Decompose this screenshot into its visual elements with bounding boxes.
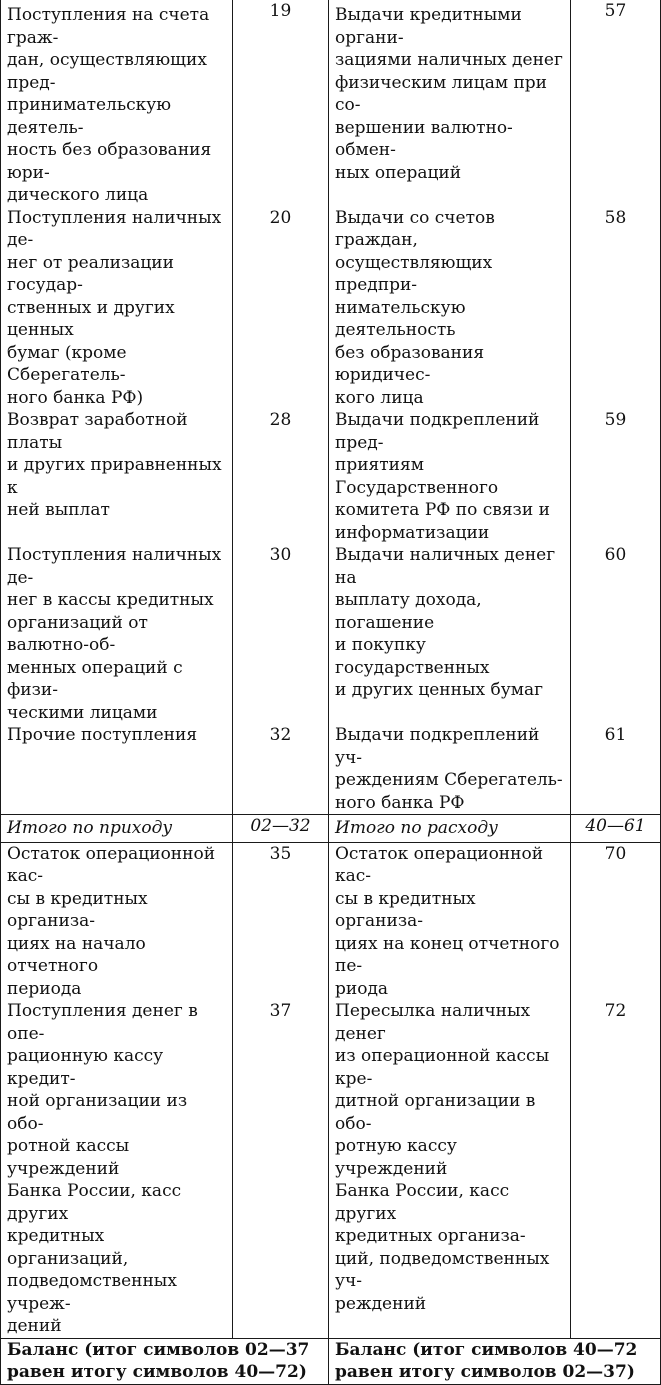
table-row [1, 544, 661, 724]
receipt-text: Прочие поступления [1, 724, 233, 815]
expense-text: Выдачи подкреплений уч- реждениям Сберегатель- ного банка РФ [329, 724, 571, 815]
receipt-code: 30 [233, 544, 329, 724]
balance-left-text: Поступления денег в опе- рационную кассу кредит- ной организации из обо- ротной кассы учреждений Банка России, касс других кредитных организаций, подведомственных учреж- дений [1, 1000, 233, 1338]
balance-left-label: Баланс (итог символов 02—37 равен итогу символов 40—72) [1, 1338, 329, 1384]
balance-left-code: 37 [233, 1000, 329, 1338]
receipt-text: Поступления на счета граж- дан, осуществляющих пред- принимательскую деятель- ность без образования юри- дического лица [1, 0, 233, 207]
balance-row [1, 1338, 661, 1384]
expense-code: 58 [571, 207, 661, 410]
expense-text: Выдачи со счетов граждан, осуществляющих предпри- нимательскую деятельность без образования юридичес- кого лица [329, 207, 571, 410]
expense-code: 59 [571, 409, 661, 544]
expense-text: Выдачи наличных денег на выплату дохода, погашение и покупку государственных и других ценных бумаг [329, 544, 571, 724]
balance-left-text: Остаток операционной кас- сы в кредитных организа- циях на начало отчетного периода [1, 842, 233, 1000]
total-receipts-label: Итого по приходу [1, 815, 233, 843]
table-row [1, 409, 661, 544]
receipt-text: Поступления наличных де- нег от реализации государ- ственных и других ценных бумаг (кроме Сберегатель- ного банка РФ) [1, 207, 233, 410]
table-row [1, 207, 661, 410]
expense-code: 61 [571, 724, 661, 815]
balance-right-text: Пересылка наличных денег из операционной кассы кре- дитной организации в обо- ротную кассу учреждений Банка России, касс других кредитных организа- ций, подведомственных уч- реждений [329, 1000, 571, 1338]
totals-row [1, 815, 661, 843]
table-row [1, 1000, 661, 1338]
receipt-code: 20 [233, 207, 329, 410]
balance-right-code: 72 [571, 1000, 661, 1338]
receipt-text: Поступления наличных де- нег в кассы кредитных организаций от валютно-об- менных операций с физи- ческими лицами [1, 544, 233, 724]
total-expenses-label: Итого по расходу [329, 815, 571, 843]
expense-text: Выдачи подкреплений пред- приятиям Государственного комитета РФ по связи и информатизации [329, 409, 571, 544]
table-row [1, 0, 661, 207]
balance-right-code: 70 [571, 842, 661, 1000]
balance-right-label: Баланс (итог символов 40—72 равен итогу символов 02—37) [329, 1338, 661, 1384]
receipt-code: 32 [233, 724, 329, 815]
expense-code: 60 [571, 544, 661, 724]
table-row [1, 724, 661, 815]
receipt-code: 19 [233, 0, 329, 207]
receipt-code: 28 [233, 409, 329, 544]
expense-text: Выдачи кредитными органи- зациями наличных денег физическим лицам при со- вершении валютно-обмен- ных операций [329, 0, 571, 207]
receipt-text: Возврат заработной платы и других приравненных к ней выплат [1, 409, 233, 544]
balance-right-text: Остаток операционной кас- сы в кредитных организа- циях на конец отчетного пе- риода [329, 842, 571, 1000]
table-row [1, 842, 661, 1000]
total-receipts-code: 02—32 [233, 815, 329, 843]
balance-left-code: 35 [233, 842, 329, 1000]
expense-code: 57 [571, 0, 661, 207]
total-expenses-code: 40—61 [571, 815, 661, 843]
